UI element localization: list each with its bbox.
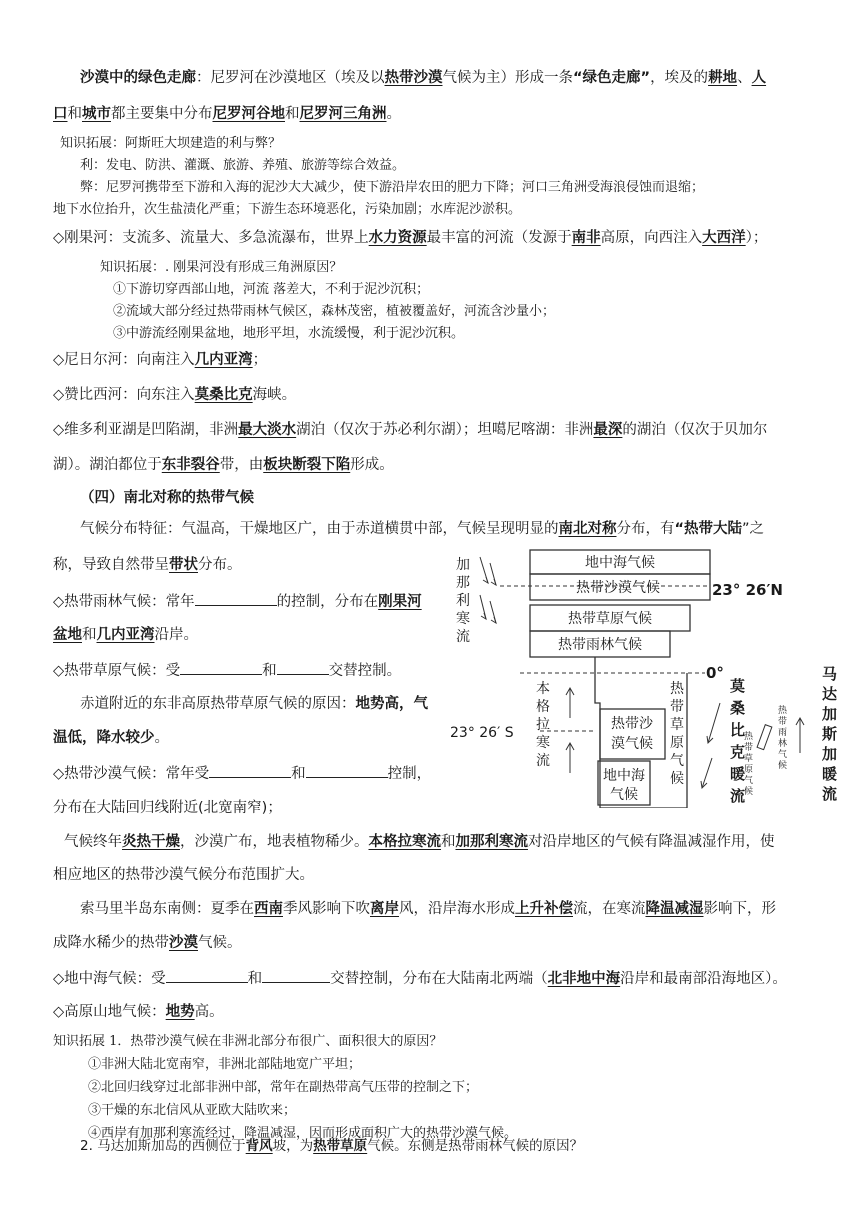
rainforest-line-1: [53, 591, 422, 612]
text: 。: [386, 106, 401, 122]
keyword: 本格拉寒流: [368, 834, 441, 850]
label-savanna: 热带草原气候: [568, 611, 652, 627]
moz-c3: 比: [730, 721, 746, 739]
text: ◇热带沙漠气候：常年受: [53, 766, 210, 782]
benguela-c2: 格: [536, 699, 550, 715]
text: 最丰富的河流（发源于: [426, 230, 572, 246]
arrow: [708, 703, 720, 743]
esav-c6: 候: [670, 771, 684, 787]
text: 影响下，形: [703, 901, 776, 917]
keyword: 带状: [169, 557, 198, 573]
keyword: 板块断裂下陷: [263, 457, 351, 473]
text: 湖）。湖泊都位于: [53, 457, 162, 473]
congo-line: [53, 228, 767, 248]
desert-line-4: 相应地区的热带沙漠气候分布范围扩大。: [53, 867, 314, 883]
text: 赤道附近的东非高原热带草原气候的原因：: [80, 696, 356, 712]
text: 带，由: [219, 457, 264, 473]
canary-c5: 流: [456, 629, 470, 645]
text: 分布。: [198, 557, 242, 573]
keyword: 东非裂谷: [161, 457, 220, 473]
keyword: “热带大陆: [674, 521, 743, 537]
text: ：尼罗河在沙漠地区（埃及以: [196, 70, 385, 86]
text: 和: [291, 766, 306, 782]
text: 的湖泊（仅次于贝加尔: [622, 422, 768, 438]
lakes-line-1: [53, 420, 767, 440]
keyword: 尼罗河三角洲: [299, 106, 387, 122]
keyword: 西南: [254, 901, 283, 917]
keyword: 莫桑比克: [194, 387, 253, 403]
somali-line-2: [53, 933, 242, 953]
text: ◇尼日尔河：向南注入: [53, 352, 195, 368]
madagascar-shape: [757, 725, 772, 750]
madagascar-island: [744, 704, 804, 797]
keyword: 地势: [165, 1004, 195, 1020]
text: 坡，为: [272, 1138, 314, 1154]
text: 和: [441, 834, 456, 850]
aswan-pro: 利：发电、防洪、灌溉、旅游、养殖、旅游等综合效益。: [80, 158, 406, 173]
text: 2. 马达加斯加岛的西侧位于: [80, 1138, 246, 1154]
ext2-title: 知识拓展 1．热带沙漠气候在非洲北部分布很广、面积很大的原因？: [53, 1034, 443, 1049]
label-equator: 0°: [706, 664, 724, 682]
label-lat-n: 23° 26′N: [712, 581, 783, 599]
text: 和: [247, 971, 263, 987]
text: 风，沿岸海水形成: [399, 901, 515, 917]
lakes-line-2: [53, 455, 394, 475]
ext2-item-4: ④西岸有加那利寒流经过，降温减湿，因而形成面积广大的热带沙漠气候。: [88, 1126, 518, 1141]
label-s-desert-2: 漠气候: [611, 736, 653, 752]
text: 交替控制。: [328, 663, 402, 679]
keyword: 上升补偿: [515, 901, 573, 917]
text: ；: [252, 352, 268, 368]
text: ◇高原山地气候：: [53, 1004, 166, 1020]
text: ◇地中海气候：受: [53, 971, 166, 987]
keyword: 尼罗河谷地: [212, 106, 285, 122]
keyword: 温低，降水较少: [53, 730, 155, 746]
label-med: 地中海气候: [585, 555, 655, 571]
text: ◇维多利亚湖是凹陷湖，非洲: [53, 422, 239, 438]
mada-rain-c3: 雨: [778, 728, 788, 738]
mediterranean-line: [53, 968, 787, 989]
mad-c2: 达: [822, 685, 838, 703]
text: ◇热带雨林气候：常年: [53, 594, 195, 610]
keyword: 盆地: [53, 627, 82, 643]
answer-blank[interactable]: [180, 660, 262, 675]
moz-c5: 暖: [730, 765, 746, 783]
mada-sav-c6: 候: [744, 787, 754, 797]
text: 成降水稀少的热带: [53, 935, 169, 951]
ext2-item-1: ①非洲大陆北宽南窄，非洲北部陆地宽广平坦；: [88, 1057, 362, 1072]
mada-rain-c4: 林: [778, 739, 788, 749]
mada-sav-c2: 带: [744, 743, 754, 753]
text: 季风影响下吹: [283, 901, 370, 917]
benguela-c5: 流: [536, 753, 550, 769]
highland-line: [53, 1002, 224, 1022]
green-corridor-line-1: [80, 68, 766, 88]
keyword: 地势高，气: [355, 696, 428, 712]
text: ）；: [745, 230, 768, 246]
keyword: 背风: [245, 1138, 273, 1154]
text: 湖泊（仅次于苏必利尔湖）；坦噶尼喀湖：非洲: [296, 422, 594, 438]
east-africa-line-1: [80, 694, 428, 714]
text: ◇赞比西河：向东注入: [53, 387, 195, 403]
moz-c6: 流: [730, 787, 746, 805]
keyword: 沙漠: [169, 935, 198, 951]
text: 气候终年: [64, 834, 122, 850]
niger-line: [53, 350, 267, 370]
keyword: 几内亚湾: [96, 627, 155, 643]
savanna-line: [53, 660, 401, 681]
congo-reason-3: ③中游流经刚果盆地，地形平坦，水流缓慢，利于泥沙沉积。: [113, 326, 465, 341]
zambezi-line: [53, 385, 296, 405]
mada-sav-c5: 气: [744, 776, 754, 786]
africa-climate-diagram: [450, 543, 850, 808]
text: 和: [82, 627, 97, 643]
label-s-med-2: 气候: [610, 787, 638, 803]
text: 对沿岸地区的气候有降温减湿作用，使: [528, 834, 775, 850]
desert-line-1: [53, 763, 431, 784]
label-s-med-1: 地中海: [603, 768, 645, 784]
rainforest-line-2: [53, 625, 198, 645]
keyword: 刚果河: [378, 594, 422, 610]
canary-c2: 那: [456, 575, 470, 591]
keyword: 热带沙漠: [384, 70, 443, 86]
text: 分布，有: [616, 521, 675, 537]
text: 形成。: [350, 457, 394, 473]
mada-sav-c3: 草: [744, 754, 754, 764]
desert-line-2: 分布在大陆回归线附近(北宽南窄)；: [53, 800, 282, 816]
keyword: 人: [751, 70, 767, 86]
keyword: 离岸: [370, 901, 399, 917]
keyword: “绿色走廊”: [573, 70, 651, 86]
text: 沿岸和最南部沿海地区）。: [620, 971, 787, 987]
keyword: 炎热干燥: [122, 834, 180, 850]
keyword: 最大淡水: [238, 422, 297, 438]
east-africa-line-2: [53, 728, 169, 748]
text: 索马里半岛东南侧：夏季在: [80, 901, 254, 917]
mada-rain-c5: 气: [778, 750, 788, 760]
text: ”之: [742, 521, 765, 537]
keyword: 南非: [571, 230, 601, 246]
east-savanna-vertical: [670, 680, 685, 787]
mada-rain-c2: 带: [778, 717, 788, 727]
keyword: 加那利寒流: [455, 834, 528, 850]
text: 。: [154, 730, 169, 746]
green-corridor-title: 沙漠中的绿色走廊: [80, 70, 196, 86]
keyword: 大西洋: [702, 230, 746, 246]
moz-c4: 克: [730, 743, 746, 761]
text: 沿岸。: [154, 627, 198, 643]
climate-feature-2: [53, 555, 242, 575]
mad-c5: 加: [822, 745, 838, 763]
mad-c6: 暖: [822, 765, 838, 783]
text: ◇热带草原气候：受: [53, 663, 181, 679]
mada-sav-c1: 热: [744, 732, 754, 742]
text: ，沙漠广布，地表植物稀少。: [180, 834, 369, 850]
text: 控制，: [387, 766, 432, 782]
benguela-c4: 寒: [536, 735, 550, 751]
keyword: 耕地: [708, 70, 738, 86]
keyword: 水力资源: [368, 230, 427, 246]
text: 气候。: [198, 935, 242, 951]
answer-blank[interactable]: [195, 591, 277, 606]
text: 流，在寒流: [573, 901, 646, 917]
label-s-desert-1: 热带沙: [611, 716, 653, 732]
label-desert: 热带沙漠气候: [576, 580, 660, 596]
text: ◇刚果河：支流多、流量大、多急流瀑布，世界上: [53, 230, 369, 246]
keyword: 南北对称: [558, 521, 617, 537]
aswan-con-1: 弊：尼罗河携带至下游和入海的泥沙大大减少，使下游沿岸农田的肥力下降；河口三角洲受海浪侵蚀而退缩；: [80, 180, 705, 195]
text: 称，导致自然带呈: [53, 557, 169, 573]
canary-c4: 寒: [456, 611, 470, 627]
arrow-head: [481, 613, 486, 619]
climate-heading: （四）南北对称的热带气候: [80, 490, 254, 506]
keyword: 降温减湿: [645, 901, 704, 917]
arrow-head: [483, 577, 488, 583]
keyword: 几内亚湾: [194, 352, 253, 368]
mad-c1: 马: [822, 665, 838, 683]
green-corridor-line-2: [53, 104, 401, 124]
text: 都主要集中分布: [111, 106, 213, 122]
esav-c2: 带: [670, 699, 684, 715]
esav-c3: 草: [670, 717, 684, 733]
canary-current: [456, 557, 496, 645]
text: 高。: [194, 1004, 224, 1020]
keyword: 最深: [593, 422, 623, 438]
mada-sav-c4: 原: [744, 765, 754, 775]
aswan-con-2: 地下水位抬升，次生盐渍化严重；下游生态环境恶化，污染加剧；水库泥沙淤积。: [53, 202, 522, 217]
mad-c7: 流: [822, 785, 838, 803]
ext2-item-2: ②北回归线穿过北部非洲中部，常年在副热带高气压带的控制之下；: [88, 1080, 479, 1095]
text: 气候为主）形成一条: [442, 70, 573, 86]
text: 高原，向西注入: [600, 230, 703, 246]
text: 海峡。: [252, 387, 297, 403]
mada-rain-c6: 候: [778, 761, 788, 771]
mozambique-current: [701, 677, 745, 805]
congo-ext-title: 知识拓展：. 刚果河没有形成三角洲原因？: [100, 260, 343, 275]
desert-line-3: [64, 832, 775, 852]
climate-feature-1: [80, 519, 764, 539]
canary-c1: 加: [456, 557, 470, 573]
mada-rain-c1: 热: [778, 706, 788, 716]
canary-c3: 利: [456, 593, 470, 609]
ext2-item-3: ③干燥的东北信风从亚欧大陆吹来；: [88, 1103, 297, 1118]
congo-reason-1: ①下游切穿西部山地，河流 落差大，不利于泥沙沉积；: [113, 282, 430, 297]
text: 的控制，分布在: [276, 594, 379, 610]
esav-c1: 热: [670, 681, 684, 697]
benguela-current: [536, 680, 574, 773]
mad-c4: 斯: [822, 725, 838, 743]
text: 交替控制，分布在大陆南北两端（: [330, 971, 548, 987]
answer-blank[interactable]: [306, 763, 388, 778]
benguela-c1: 本: [536, 681, 550, 697]
text: 气候。东侧是热带雨林气候的原因？: [367, 1138, 584, 1154]
congo-reason-2: ②流域大部分经过热带雨林气候区，森林茂密，植被覆盖好，河流含沙量小；: [113, 304, 556, 319]
arrow-head: [491, 579, 496, 585]
somali-line-1: [80, 899, 776, 919]
mad-c3: 加: [822, 705, 838, 723]
aswan-title: 知识拓展：阿斯旺大坝建造的利与弊？: [60, 136, 282, 151]
text: 和: [262, 663, 277, 679]
answer-blank[interactable]: [166, 968, 248, 983]
moz-c1: 莫: [730, 677, 746, 695]
keyword: 城市: [82, 106, 111, 122]
answer-blank[interactable]: [209, 763, 291, 778]
arrow-head: [491, 617, 496, 623]
madagascar-current: [821, 665, 837, 803]
text: 和: [285, 106, 300, 122]
label-lat-s: 23° 26′ S: [450, 725, 514, 741]
esav-c4: 原: [670, 735, 684, 751]
benguela-c3: 拉: [536, 717, 550, 733]
text: ，埃及的: [650, 70, 709, 86]
text: 气候分布特征：气温高，干燥地区广，由于赤道横贯中部，气候呈现明显的: [80, 521, 559, 537]
text: 、: [737, 70, 752, 86]
keyword: 口: [53, 106, 68, 122]
answer-blank[interactable]: [277, 660, 329, 675]
keyword: 北非地中海: [547, 971, 621, 987]
esav-c5: 气: [670, 753, 684, 769]
keyword: 热带草原: [313, 1138, 368, 1154]
answer-blank[interactable]: [262, 968, 330, 983]
ext2-question-2: [80, 1136, 583, 1156]
moz-c2: 桑: [730, 699, 746, 717]
text: 和: [67, 106, 82, 122]
label-rainforest: 热带雨林气候: [558, 637, 642, 653]
